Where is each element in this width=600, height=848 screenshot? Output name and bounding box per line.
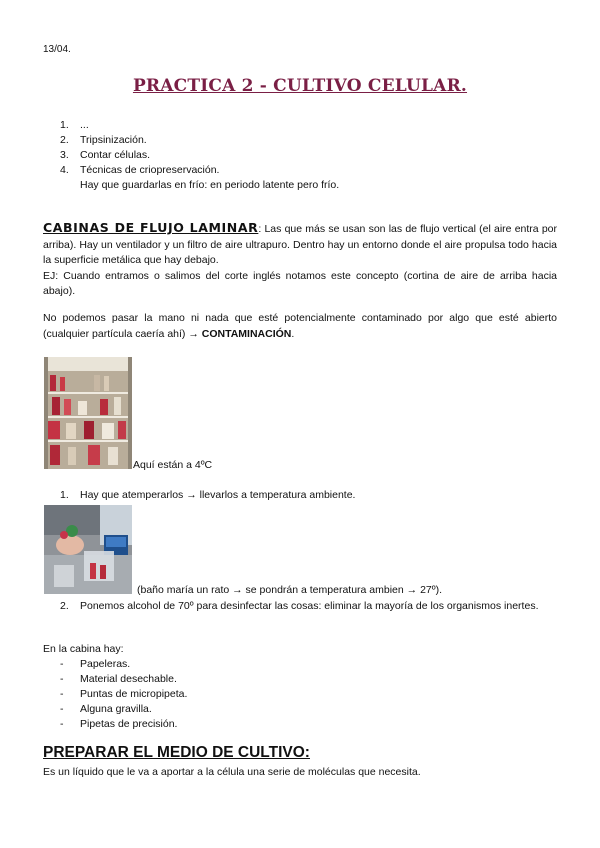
list-item: - Material desechable. [60, 673, 177, 685]
numbered-list-2 [60, 488, 355, 503]
contaminacion-bold: CONTAMINACIÓN [201, 327, 292, 340]
water-bath-photo [44, 505, 132, 594]
list-item: 1. ... [60, 119, 89, 131]
numbered-list [60, 118, 339, 193]
list-item: - Alguna gravilla. [60, 703, 152, 715]
cabina-items-list [60, 657, 187, 732]
page-title: PRACTICA 2 - CULTIVO CELULAR. [132, 76, 468, 96]
list-item: - Puntas de micropipeta. [60, 688, 188, 700]
cabinas-text: : Las que más se usan son las de flujo vertical (el aire entra por arriba). Hay un ventilador y un filtro de aire ultrapuro. Dentro hay un entorno donde el aire propulsa todo hacia la superficie metálica que hay debajo. [43, 223, 557, 266]
fridge-caption: Aquí están a 4ºC [133, 459, 213, 471]
list-item: - Papeleras. [60, 658, 131, 670]
en-cabina-intro: En la cabina hay: [43, 643, 124, 655]
list-item: 4. Técnicas de criopreservación. [60, 164, 220, 176]
cabinas-heading: CABINAS DE FLUJO LAMINAR [43, 220, 259, 235]
list-note: Hay que guardarlas en frío: en periodo latente pero frío. [80, 179, 340, 191]
medio-heading: PREPARAR EL MEDIO DE CULTIVO: [43, 744, 310, 761]
date: 13/04. [43, 44, 71, 55]
list-item: - Pipetas de precisión. [60, 718, 178, 730]
fridge-photo [44, 357, 132, 469]
warning-paragraph: No podemos pasar la mano ni nada que esté potencialmente contaminado por algo que esté abierto (cualquier partícula caería ahí) → CONTAMINACIÓN. [43, 312, 557, 340]
numbered-list-2b [60, 599, 557, 614]
cabinas-example: EJ: Cuando entramos o salimos del corte inglés notamos este concepto (cortina de aire de arriba hacia abajo). [43, 269, 557, 297]
list-item: 2. Tripsinización. [60, 134, 147, 146]
list-item: 2. Ponemos alcohol de 70º para desinfectar las cosas: eliminar la mayoría de los organismos inertes. [60, 600, 539, 612]
list-item: 1. Hay que atemperarlos → llevarlos a temperatura ambiente. [60, 489, 356, 501]
list-item: 3. Contar células. [60, 149, 151, 161]
water-bath-caption: (baño maría un rato → se pondrán a temperatura ambien → 27º). [137, 584, 442, 596]
medio-text: Es un líquido que le va a aportar a la célula una serie de moléculas que necesita. [43, 766, 421, 778]
cabinas-paragraph [43, 220, 557, 300]
